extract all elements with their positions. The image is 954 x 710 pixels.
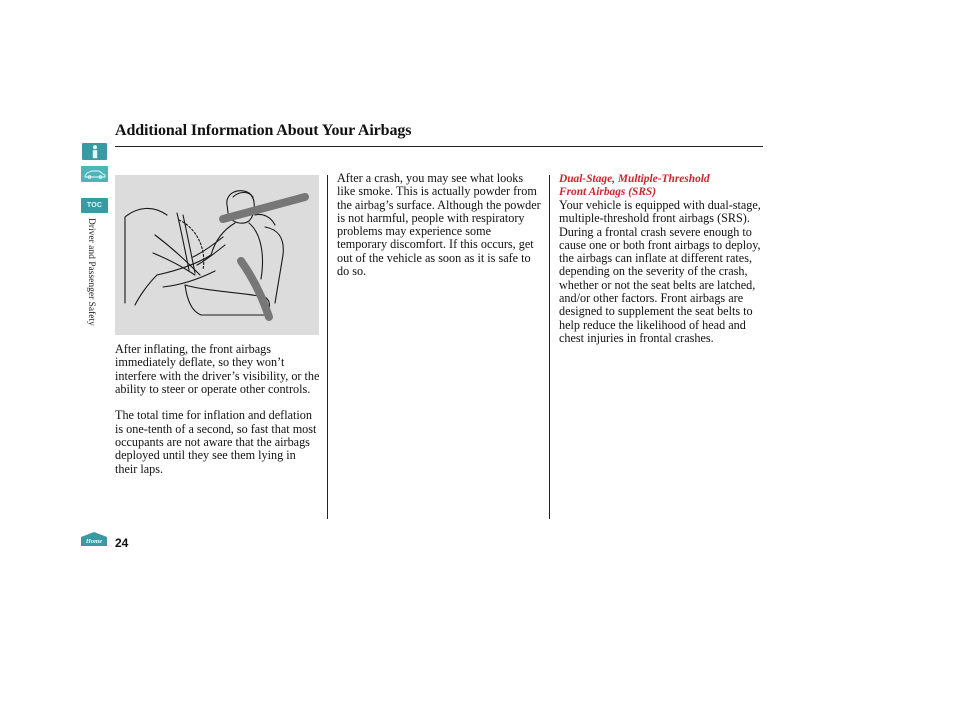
column-1	[115, 343, 321, 476]
home-label: Home	[85, 538, 103, 545]
column-2	[337, 172, 541, 278]
info-icon	[90, 145, 100, 159]
column-1-paragraph-2: The total time for inflation and deflation is one-tenth of a second, so fast that most occupants are not aware that the airbags deployed until they see them lying in their laps.	[115, 408, 317, 476]
page-title: Additional Information About Your Airbags	[115, 122, 412, 139]
home-icon	[80, 531, 108, 547]
occupant-airbag-illustration	[115, 175, 319, 335]
title-divider	[115, 146, 763, 147]
home-button[interactable]	[80, 531, 108, 547]
column-3	[559, 173, 765, 345]
toc-button[interactable]	[81, 198, 108, 213]
column-divider-2	[549, 175, 550, 519]
column-1-paragraph-1: After inflating, the front airbags immediately deflate, so they won’t interfere with the driver’s visibility, or the ability to steer or operate other controls.	[115, 342, 320, 396]
column-2-paragraph-1: After a crash, you may see what looks like smoke. This is actually powder from the airbag’s surface. Although the powder is not harmful, people with respiratory problems may experience some temporary discomfort. If this occurs, get out of the vehicle as soon as it is safe to do so.	[337, 171, 541, 279]
subheading-line-2: Front Airbags (SRS)	[559, 185, 657, 198]
car-index-button[interactable]	[81, 166, 108, 182]
page-number: 24	[115, 536, 129, 550]
car-icon	[84, 169, 106, 179]
column-divider-1	[327, 175, 328, 519]
subheading-line-1: Dual-Stage, Multiple-Threshold	[559, 173, 710, 185]
airbag-figure	[115, 175, 319, 335]
section-label: Driver and Passenger Safety	[86, 218, 96, 326]
section-subheading	[559, 173, 765, 198]
toc-label: TOC	[86, 202, 103, 209]
column-3-paragraph-1: Your vehicle is equipped with dual-stage, multiple-threshold front airbags (SRS). During a frontal crash severe enough to cause one or both front airbags to deploy, the airbags can inflate at different rates, depending on the severity of the crash, whether or not the seat belts are latched, and/or other factors. Front airbags are designed to supplement the seat belts to help reduce the likelihood of head and chest injuries in frontal crashes.	[559, 198, 761, 345]
info-button[interactable]	[82, 143, 107, 160]
